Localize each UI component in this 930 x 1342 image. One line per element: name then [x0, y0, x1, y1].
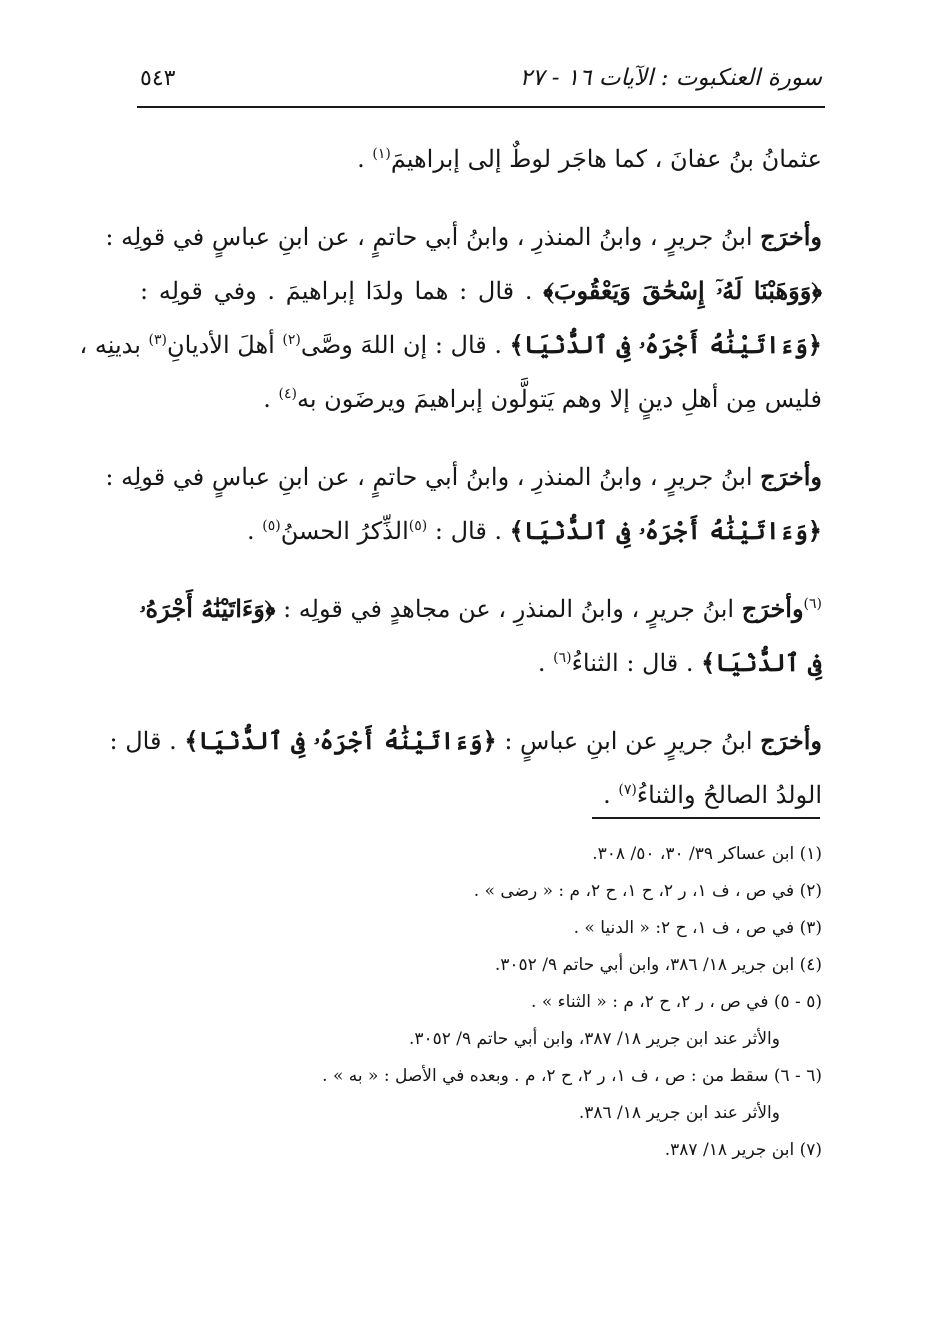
text-segment: ابنُ جريرٍ ، وابنُ المنذرِ ، وابنُ أبي حاتمٍ ، عن ابنِ عباسٍ في قولِه : — [105, 223, 761, 251]
text-line — [140, 768, 822, 822]
text-line — [140, 636, 822, 690]
page-number: ٥٤٣ — [140, 65, 176, 91]
footnote: (٤) ابن جرير ١٨/ ٣٨٦، وابن أبي حاتم ٩/ ٣٠٥٢. — [494, 955, 822, 975]
text-segment: ابنُ جريرٍ ، وابنُ المنذرِ ، وابنُ أبي حاتمٍ ، عن ابنِ عباسٍ في قولِه : — [105, 463, 761, 491]
text-segment: . قال : إن اللهَ وصَّى — [300, 331, 510, 359]
text-line — [140, 132, 822, 186]
text-segment: الذِّكرُ الحسنُ — [280, 517, 409, 545]
text-segment: . قال : — [109, 727, 185, 755]
footnote: (١) ابن عساكر ٣٩/ ٣٠، ٥٠/ ٣٠٨. — [592, 844, 822, 864]
footnote-marker: (٥) — [262, 518, 281, 534]
text-line — [140, 582, 822, 636]
footnote-marker: (٤) — [278, 386, 297, 402]
footnote-marker: (٢) — [282, 332, 301, 348]
text-line — [79, 318, 822, 372]
main-text — [79, 132, 822, 846]
text-line — [140, 504, 822, 558]
text-segment: . قال : الثناءُ — [571, 649, 702, 677]
footnote-divider — [592, 817, 820, 819]
quran-quote: ﴿وَءَاتَيْنَٰهُ أَجْرَهُۥ — [139, 594, 276, 623]
footnote: (٧) ابن جرير ١٨/ ٣٨٧. — [664, 1140, 822, 1160]
footnote: (٢) في ص ، ف ١، ر ٢، ح ١، ح ٢، م : « رضى » . — [473, 881, 822, 901]
text-line — [140, 264, 822, 318]
footnote: والأثر عند ابن جرير ١٨/ ٣٨٦. — [578, 1103, 780, 1123]
paragraph — [105, 450, 822, 558]
text-segment: . — [357, 145, 373, 173]
text-segment: ابنُ جريرٍ عن ابنِ عباسٍ : — [496, 727, 761, 755]
text-segment: . — [246, 517, 263, 545]
footnote-marker: (٦) — [803, 596, 822, 612]
text-line — [140, 372, 822, 426]
text-segment: الولدُ الصالحُ والثناءُ — [636, 781, 822, 809]
text-segment: وأخرَج — [760, 462, 822, 491]
quran-quote: ﴿وَءَاتَيْنَٰهُ أَجْرَهُۥ فِى ٱلدُّنْيَا﴾ — [184, 726, 497, 755]
text-line — [105, 210, 822, 264]
footnote: (٥ - ٥) في ص ، ر ٢، ح ٢، م : « الثناء » . — [531, 992, 822, 1012]
footnote-marker: (١) — [372, 146, 391, 162]
text-segment: أهلَ الأديانِ — [167, 331, 283, 359]
text-segment: . — [537, 649, 554, 677]
paragraph — [140, 132, 822, 186]
text-segment: بدينِه ، — [79, 331, 149, 359]
paragraph — [79, 210, 822, 426]
text-line — [109, 714, 822, 768]
paragraph — [109, 714, 822, 822]
footnote-marker: (٣) — [148, 332, 167, 348]
text-segment: . — [603, 781, 619, 809]
footnote-marker: (٥) — [408, 518, 428, 534]
text-segment: ابنُ جريرٍ ، وابنُ المنذرِ ، عن مجاهدٍ في قولِه : — [275, 595, 742, 623]
text-segment: . — [263, 385, 279, 413]
quran-quote: ﴿وَوَهَبْنَا لَهُۥٓ إِسْحَٰقَ وَيَعْقُوبَ﴾ — [543, 276, 822, 305]
footnote-marker: (٦) — [553, 650, 572, 666]
running-title: سورة العنكبوت : الآيات ١٦ - ٢٧ — [519, 65, 822, 91]
text-segment: وأخرَج — [741, 594, 804, 623]
header-divider — [137, 106, 825, 108]
footnote: (٣) في ص ، ف ١، ح ٢: « الدنيا » . — [573, 918, 822, 938]
text-segment: فليس مِن أهلِ دينٍ إلا وهم يَتولَّون إبراهيمَ ويرضَون به — [297, 385, 822, 413]
text-segment: عثمانُ بنُ عفانَ ، كما هاجَر لوطٌ إلى إبراهيمَ — [390, 145, 822, 173]
text-segment: . قال : هما ولدَا إبراهيمَ . وفي قولِه : — [140, 277, 544, 305]
quran-quote: ﴿وَءَاتَيْنَٰهُ أَجْرَهُۥ فِى ٱلدُّنْيَا﴾ — [509, 516, 822, 545]
footnote: والأثر عند ابن جرير ١٨/ ٣٨٧، وابن أبي حاتم ٩/ ٣٠٥٢. — [408, 1029, 780, 1049]
page-header — [140, 58, 822, 98]
text-line — [105, 450, 822, 504]
footnotes — [140, 836, 822, 1169]
text-segment: وأخرَج — [760, 222, 822, 251]
quran-quote: فِى ٱلدُّنْيَا﴾ — [701, 648, 822, 677]
footnote: (٦ - ٦) سقط من : ص ، ف ١، ر ٢، ح ٢، م . وبعده في الأصل : « به » . — [322, 1066, 822, 1086]
paragraph — [140, 582, 822, 690]
footnote-marker: (٧) — [618, 782, 637, 798]
text-segment: . قال : — [427, 517, 510, 545]
text-segment: وأخرَج — [760, 726, 822, 755]
quran-quote: ﴿وَءَاتَيْنَٰهُ أَجْرَهُۥ فِى ٱلدُّنْيَا﴾ — [509, 330, 822, 359]
